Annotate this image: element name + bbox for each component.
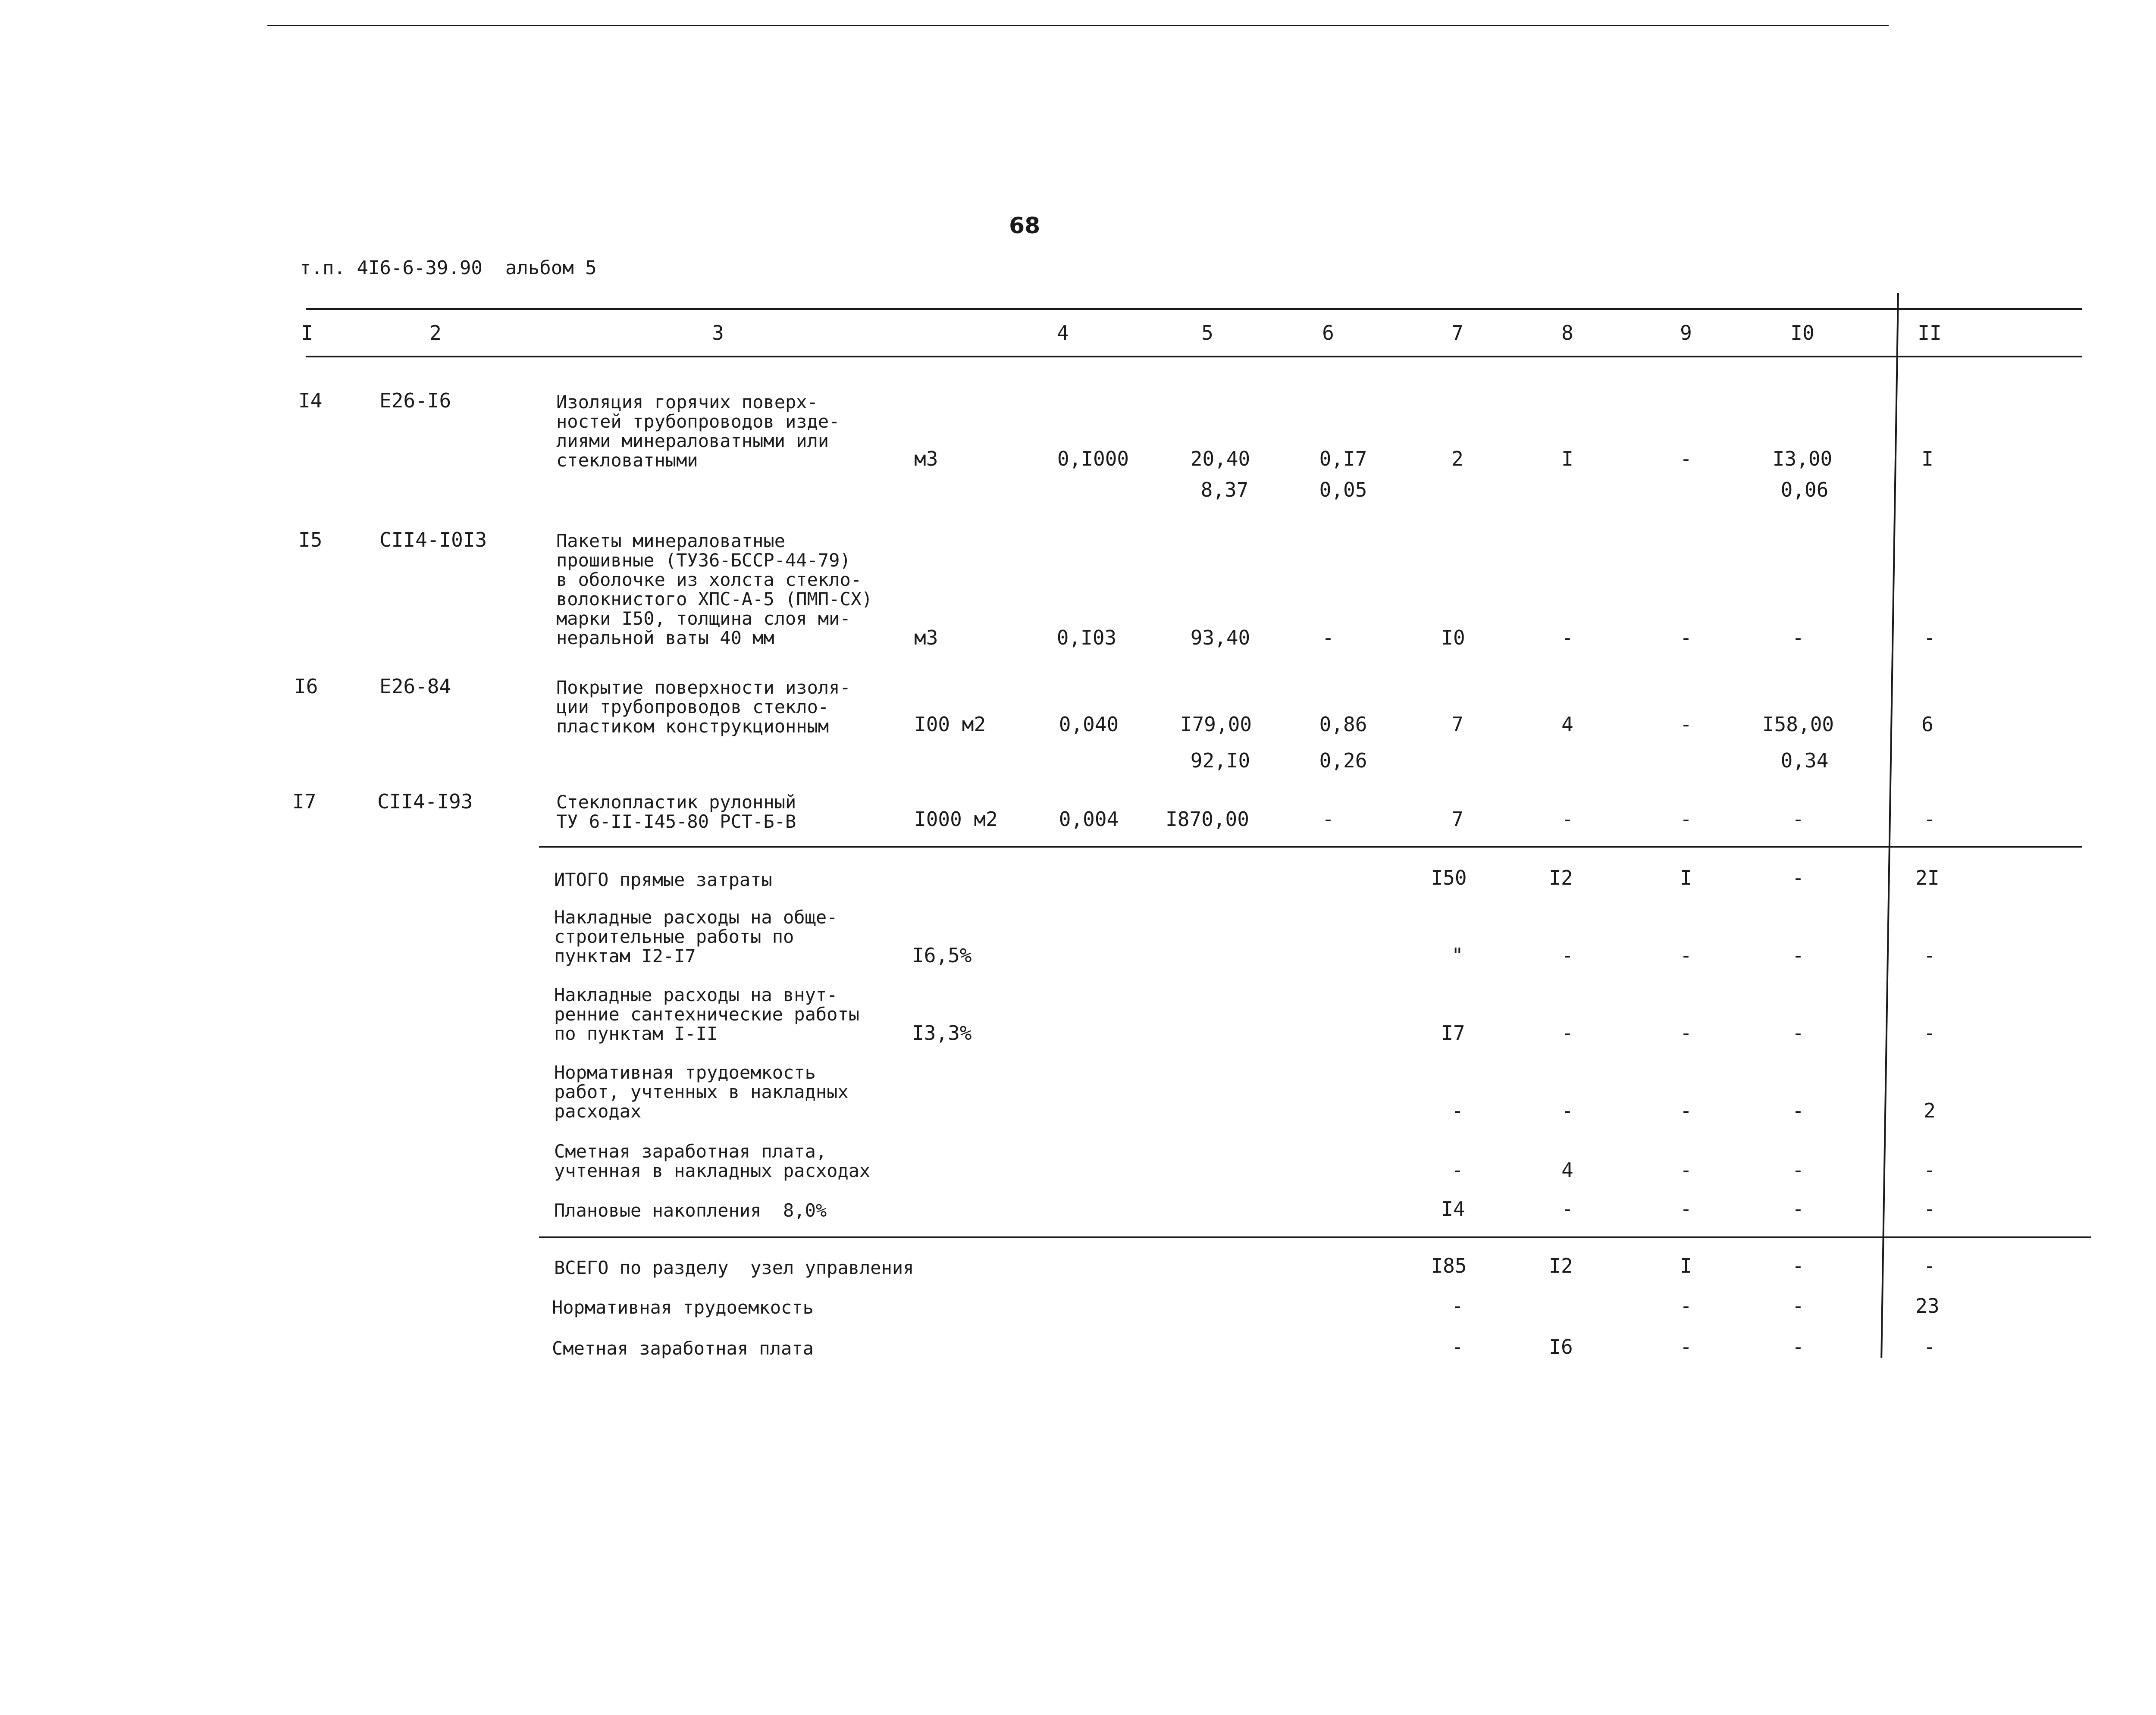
summary-label-line: работ, учтенных в накладных: [554, 1081, 849, 1102]
total-label: Сметная заработная плата: [552, 1338, 814, 1359]
row-description-line: Изоляция горячих поверх-: [556, 391, 818, 413]
summary-col9: I: [1680, 866, 1692, 889]
column-header: 4: [1057, 321, 1069, 344]
column-header: 2: [429, 321, 442, 344]
total-col10: -: [1792, 1254, 1804, 1277]
summary-col10: -: [1792, 1099, 1804, 1122]
row-col8: -: [1561, 626, 1573, 649]
summary-col8: -: [1561, 944, 1573, 967]
summary-col10: -: [1792, 1158, 1804, 1182]
summary-bottom-rule: [539, 1236, 2091, 1238]
column-header: I: [301, 321, 313, 344]
summary-col7: I50: [1431, 866, 1467, 889]
column-header: 9: [1680, 321, 1692, 344]
summary-col7: I4: [1441, 1197, 1465, 1221]
summary-col7: -: [1451, 1158, 1463, 1182]
summary-label-line: пунктам I2-I7: [554, 945, 696, 967]
row-number: I4: [298, 389, 323, 412]
row-col7: I0: [1441, 626, 1465, 649]
summary-label-line: ИТОГО прямые затраты: [554, 869, 772, 890]
summary-label-line: расходах: [554, 1101, 642, 1122]
row-col5: I870,00: [1166, 807, 1249, 831]
row-code: Е26-I6: [379, 389, 451, 412]
row-col5-secondary: 92,I0: [1190, 749, 1250, 772]
total-col9: -: [1680, 1294, 1692, 1318]
row-col10-secondary: 0,34: [1780, 749, 1829, 772]
summary-col10: -: [1792, 944, 1804, 967]
summary-col11: -: [1924, 1158, 1936, 1182]
summary-col11: 2: [1924, 1099, 1936, 1122]
column-header: 5: [1201, 321, 1213, 344]
total-col9: I: [1680, 1254, 1692, 1277]
summary-label-line: Нормативная трудоемкость: [554, 1062, 816, 1083]
summary-label-line: Сметная заработная плата,: [554, 1141, 827, 1162]
row-col6: 0,86: [1319, 713, 1367, 736]
summary-col11: -: [1924, 1021, 1936, 1045]
row-col10: I58,00: [1762, 713, 1834, 736]
items-bottom-rule: [539, 846, 2082, 848]
summary-col11: 2I: [1915, 866, 1940, 889]
summary-col10: -: [1792, 866, 1804, 889]
total-col11: -: [1924, 1335, 1936, 1358]
row-col5: I79,00: [1180, 713, 1252, 736]
row-col11: -: [1924, 807, 1936, 831]
summary-col10: -: [1792, 1197, 1804, 1221]
total-col10: -: [1792, 1335, 1804, 1358]
row-col6-secondary: 0,05: [1319, 478, 1367, 501]
row-col6-secondary: 0,26: [1319, 749, 1367, 772]
summary-label-line: строительные работы по: [554, 926, 794, 947]
table-top-rule: [306, 308, 2082, 310]
row-description-line: пластиком конструкционным: [556, 716, 829, 737]
total-col7: I85: [1431, 1254, 1467, 1277]
summary-col7: ": [1451, 944, 1463, 967]
row-quantity: 0,I000: [1057, 447, 1129, 470]
document-reference: т.п. 4I6-6-39.90 альбом 5: [300, 257, 597, 279]
row-col7: 2: [1451, 447, 1463, 470]
row-description-line: стекловатными: [556, 450, 698, 471]
page-number: 68: [1009, 213, 1040, 239]
row-quantity: 0,004: [1059, 807, 1119, 831]
row-col8: -: [1561, 807, 1573, 831]
row-unit: I00 м2: [914, 713, 986, 736]
row-col9: -: [1680, 713, 1692, 736]
summary-col8: I2: [1549, 866, 1573, 889]
row-col10: -: [1792, 626, 1804, 649]
column-header: 8: [1561, 321, 1573, 344]
summary-col8: -: [1561, 1021, 1573, 1045]
row-code: СII4-I0I3: [379, 528, 487, 551]
summary-col9: -: [1680, 1021, 1692, 1045]
row-col11: 6: [1921, 713, 1934, 736]
row-unit: м3: [914, 447, 938, 470]
summary-col10: -: [1792, 1021, 1804, 1045]
summary-label-line: Плановые накопления 8,0%: [554, 1200, 827, 1221]
summary-label-line: по пунктам I-II: [554, 1023, 718, 1044]
column-header: 7: [1451, 321, 1463, 344]
summary-col8: -: [1561, 1197, 1573, 1221]
row-description-line: в оболочке из холста стекло-: [556, 569, 862, 590]
total-col11: -: [1924, 1254, 1936, 1277]
row-number: I6: [294, 675, 318, 698]
total-col7: -: [1451, 1335, 1463, 1358]
top-scan-line: [267, 25, 1889, 26]
total-col7: -: [1451, 1294, 1463, 1318]
summary-col9: -: [1680, 1099, 1692, 1122]
column-header: I0: [1790, 321, 1814, 344]
row-description-line: ностей трубопроводов изде-: [556, 411, 840, 432]
row-col5: 20,40: [1190, 447, 1250, 470]
total-label: ВСЕГО по разделу узел управления: [554, 1257, 914, 1278]
row-col9: -: [1680, 447, 1692, 470]
summary-col7: I7: [1441, 1021, 1465, 1045]
row-code: Е26-84: [379, 675, 451, 698]
row-quantity: 0,040: [1059, 713, 1119, 736]
row-description-line: марки I50, толщина слоя ми-: [556, 608, 851, 629]
row-col10: I3,00: [1772, 447, 1833, 470]
row-col5-secondary: 8,37: [1200, 478, 1249, 501]
total-col10: -: [1792, 1294, 1804, 1318]
summary-col11: -: [1924, 1197, 1936, 1221]
column-header: II: [1918, 321, 1942, 344]
summary-col8: 4: [1561, 1158, 1573, 1182]
row-quantity: 0,I03: [1056, 626, 1117, 649]
row-col8: I: [1561, 447, 1573, 470]
total-col9: -: [1680, 1335, 1692, 1358]
row-col7: 7: [1451, 713, 1463, 736]
column-header: 3: [712, 321, 724, 344]
row-description-line: лиями минераловатными или: [556, 430, 829, 451]
row-col11: I: [1921, 447, 1934, 470]
summary-label-line: Накладные расходы на внут-: [554, 984, 838, 1005]
row-col6: 0,I7: [1319, 447, 1367, 470]
row-description-line: неральной ваты 40 мм: [556, 627, 774, 648]
row-col10-secondary: 0,06: [1780, 478, 1829, 501]
row-col5: 93,40: [1190, 626, 1250, 649]
row-col7: 7: [1451, 807, 1463, 831]
row-number: I7: [292, 790, 317, 813]
row-description-line: Стеклопластик рулонный: [556, 792, 796, 813]
row-description-line: волокнистого ХПС-А-5 (ПМП-СХ): [556, 588, 873, 610]
summary-col9: -: [1680, 1197, 1692, 1221]
row-col8: 4: [1561, 713, 1573, 736]
column-11-divider: [1880, 293, 1899, 1358]
row-number: I5: [298, 528, 323, 551]
header-bottom-rule: [306, 356, 2082, 357]
row-description-line: Покрытие поверхности изоля-: [556, 677, 851, 698]
row-description-line: Пакеты минераловатные: [556, 530, 786, 551]
total-col8: I2: [1549, 1254, 1573, 1277]
row-col10: -: [1792, 807, 1804, 831]
total-col8: I6: [1549, 1335, 1573, 1358]
summary-percent: I6,5%: [912, 944, 972, 967]
column-header: 6: [1322, 321, 1334, 344]
summary-percent: I3,3%: [912, 1021, 972, 1045]
summary-col8: -: [1561, 1099, 1573, 1122]
summary-col11: -: [1924, 944, 1936, 967]
row-col9: -: [1680, 807, 1692, 831]
summary-col9: -: [1680, 1158, 1692, 1182]
summary-col9: -: [1680, 944, 1692, 967]
summary-label-line: Накладные расходы на обще-: [554, 907, 838, 928]
summary-label-line: учтенная в накладных расходах: [554, 1160, 871, 1181]
row-description-line: ции трубопроводов стекло-: [556, 696, 829, 717]
total-label: Нормативная трудоемкость: [552, 1297, 814, 1318]
row-col9: -: [1680, 626, 1692, 649]
row-description-line: ТУ 6-II-I45-80 РСТ-Б-В: [556, 811, 796, 832]
row-col6: -: [1322, 807, 1334, 831]
row-unit: I000 м2: [914, 807, 998, 831]
row-col6: -: [1322, 626, 1334, 649]
row-unit: м3: [914, 626, 938, 649]
row-col11: -: [1924, 626, 1936, 649]
total-col11: 23: [1915, 1294, 1940, 1318]
row-code: СII4-I93: [377, 790, 473, 813]
summary-col7: -: [1451, 1099, 1463, 1122]
row-description-line: прошивные (ТУ36-БССР-44-79): [556, 550, 851, 571]
summary-label-line: ренние сантехнические работы: [554, 1004, 860, 1025]
